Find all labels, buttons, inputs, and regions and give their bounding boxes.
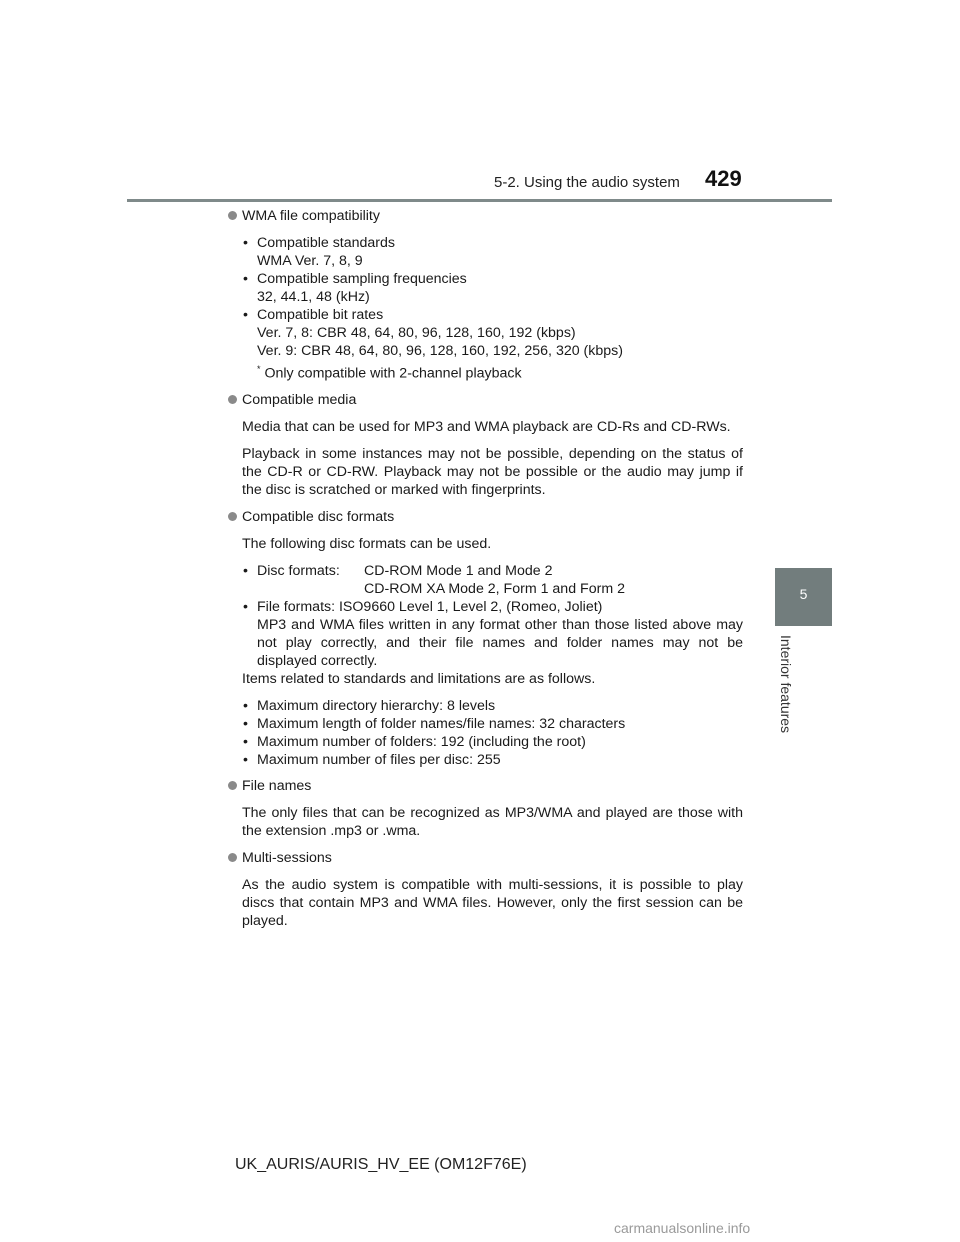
item-label: Compatible bit rates (257, 307, 384, 323)
page-content (228, 207, 743, 939)
section-title: 5-2. Using the audio system (494, 174, 680, 191)
item-value: Ver. 7, 8: CBR 48, 64, 80, 96, 128, 160, 192 (kbps) (257, 325, 576, 341)
bullet-dot-icon (228, 853, 237, 862)
paragraph: The following disc formats can be used. (242, 535, 492, 552)
footnote (257, 360, 743, 383)
document-code: UK_AURIS/AURIS_HV_EE (OM12F76E) (235, 1156, 527, 1173)
paragraph: Items related to standards and limitations are as follows. (242, 670, 596, 687)
list-item: • Maximum length of folder names/file names: 32 characters (243, 715, 626, 732)
list-item: • Disc formats: CD-ROM Mode 1 and Mode 2 CD-ROM XA Mode 2, Form 1 and Form 2 (243, 562, 625, 597)
list-item: • Maximum number of folders: 192 (including the root) (243, 733, 586, 750)
item-value: Ver. 9: CBR 48, 64, 80, 96, 128, 160, 192, 256, 320 (kbps) (257, 343, 623, 359)
paragraph: Playback in some instances may not be possible, depending on the status of the CD-R or CD-RW. Playback may not be possible or the audio may jump if the disc is scratched or marked with fingerprints. (242, 445, 743, 498)
paragraph: As the audio system is compatible with multi-sessions, it is possible to play discs that contain MP3 and WMA files. However, only the first session can be played. (242, 876, 743, 929)
list-item: • Compatible bit rates Ver. 7, 8: CBR 48, 64, 80, 96, 128, 160, 192 (kbps) Ver. 9: CBR 48, 64, 80, 96, 128, 160, 192, 256, 320 (kbps) (242, 306, 743, 360)
footnote-mark: * (257, 364, 261, 374)
bullet-dot-icon (228, 781, 237, 790)
bullet-heading-multi-sessions (228, 849, 743, 867)
heading-text: Compatible disc formats (242, 508, 395, 525)
item-label: Compatible sampling frequencies (257, 271, 467, 287)
heading-text: Compatible media (242, 391, 357, 408)
item-label: Disc formats: (257, 562, 340, 579)
heading-text: Multi-sessions (242, 849, 332, 866)
bullet-dot-icon (228, 211, 237, 220)
item-value: CD-ROM XA Mode 2, Form 1 and Form 2 (364, 580, 625, 597)
list-item: • Maximum directory hierarchy: 8 levels (243, 697, 496, 714)
item-value: CD-ROM Mode 1 and Mode 2 (364, 562, 553, 579)
chapter-number: 5 (799, 586, 808, 602)
chapter-tab (775, 568, 832, 626)
paragraph: The only files that can be recognized as MP3/WMA and played are those with the extension .mp3 or .wma. (242, 804, 743, 839)
paragraph: Media that can be used for MP3 and WMA playback are CD-Rs and CD-RWs. (242, 418, 731, 435)
bullet-heading-media (228, 391, 743, 409)
item-label: Compatible standards (257, 235, 396, 251)
chapter-label (778, 635, 798, 735)
heading-text: WMA file compatibility (242, 208, 380, 224)
list-item: • File formats: ISO9660 Level 1, Level 2, (Romeo, Joliet) MP3 and WMA files written in any format other than those listed above may not play correctly, and their file names and folder names may not be displayed correctly. (243, 598, 743, 669)
wma-spec-list (242, 234, 743, 383)
page-header (0, 0, 960, 205)
list-item: • Maximum number of files per disc: 255 (243, 751, 501, 768)
bullet-heading-wma (228, 207, 743, 225)
item-note: MP3 and WMA files written in any format other than those listed above may not play correctly, and their file names and folder names may not be displayed correctly. (257, 616, 743, 669)
heading-text: File names (242, 777, 312, 794)
item-value: 32, 44.1, 48 (kHz) (257, 289, 370, 305)
bullet-dot-icon (228, 395, 237, 404)
chapter-label-text: Interior features (778, 635, 794, 734)
header-rule (127, 199, 832, 202)
watermark: carmanualsonline.info (614, 1220, 751, 1236)
bullet-heading-disc-formats (228, 508, 743, 526)
page-number: 429 (705, 166, 742, 191)
item-value: WMA Ver. 7, 8, 9 (257, 253, 363, 269)
bullet-heading-file-names (228, 777, 743, 795)
list-item: • Compatible standards WMA Ver. 7, 8, 9 (242, 234, 743, 270)
format-list (242, 562, 743, 670)
bullet-dot-icon (228, 512, 237, 521)
footnote-text: Only compatible with 2-channel playback (264, 365, 522, 382)
item-label: File formats: ISO9660 Level 1, Level 2, (Romeo, Joliet) (257, 598, 603, 615)
list-item: • Compatible sampling frequencies 32, 44.1, 48 (kHz) (242, 270, 743, 306)
limits-list (242, 697, 743, 769)
